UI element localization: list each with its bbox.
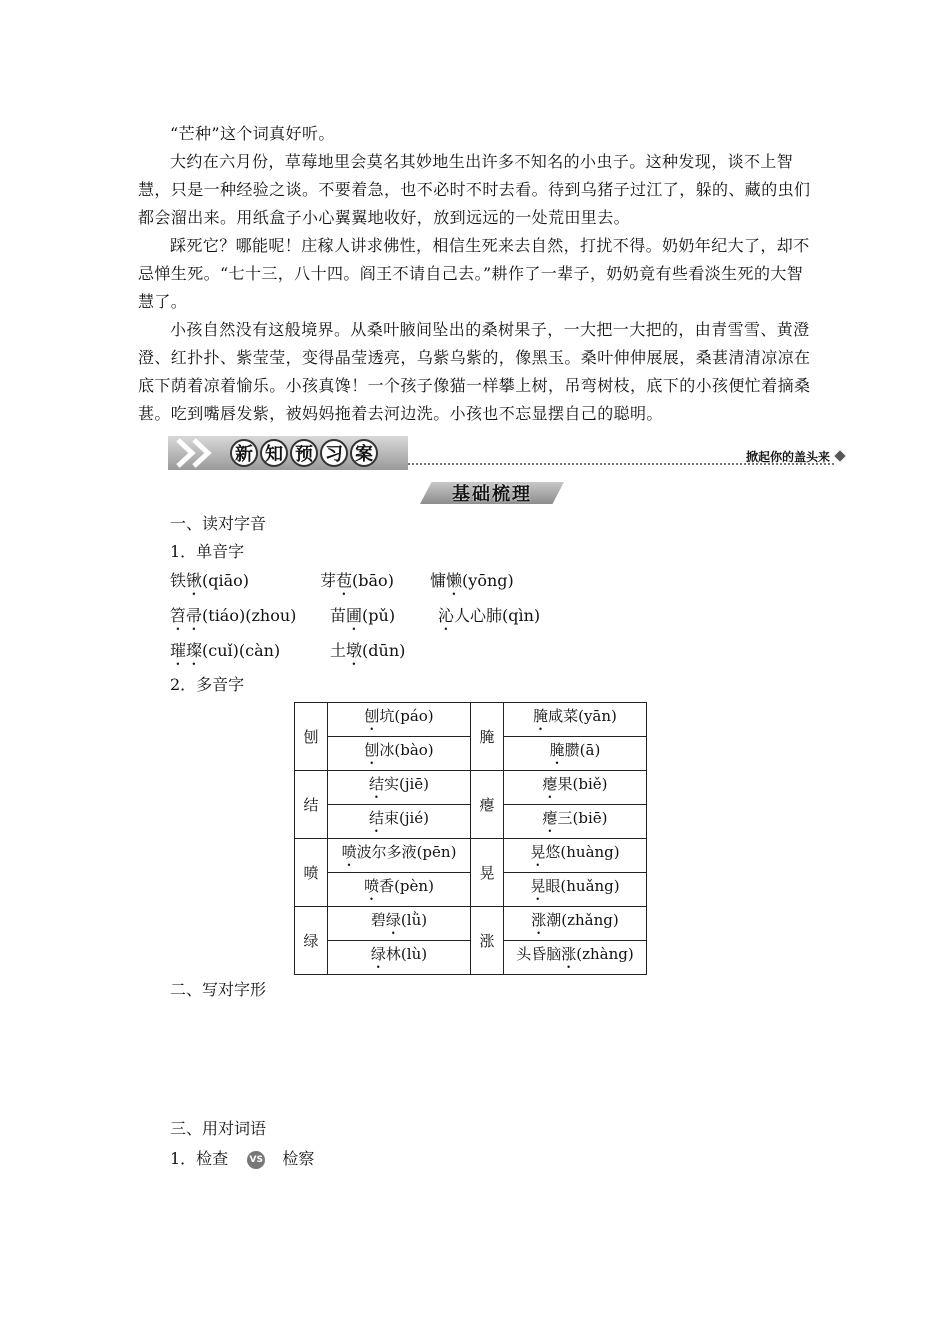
sub-banner	[420, 480, 564, 506]
polyphone-usage: 喷波尔多液(pēn)	[328, 839, 471, 873]
table-row	[295, 907, 647, 941]
table-row	[295, 771, 647, 805]
polyphone-char: 瘪	[471, 771, 504, 839]
polyphone-char: 腌	[471, 703, 504, 771]
passage-paragraph-4: 小孩自然没有这般境界。从桑叶腋间坠出的桑树果子，一大把一大把的，由青雪雪、黄澄澄、红扑扑、紫莹莹，变得晶莹透亮，乌紫乌紫的，像黑玉。桑叶伸伸展展，桑葚清清凉凉在底下荫着凉着愉乐。小孩真馋！一个孩子像猫一样攀上树，吊弯树枝，底下的小孩便忙着摘桑葚。吃到嘴唇发紫，被妈妈拖着去河边洗。小孩也不忘显摆自己的聪明。	[138, 320, 811, 423]
passage-paragraph-2: 大约在六月份，草莓地里会莫名其妙地生出许多不知名的小虫子。这种发现，谈不上智慧，只是一种经验之谈。不要着急，也不必时不时去看。待到乌猪子过江了，躲的、藏的虫们都会溜出来。用纸盒子小心翼翼地收好，放到远远的一处荒田里去。	[138, 152, 811, 227]
polyphone-usage: 结束(jié)	[328, 805, 471, 839]
polyphone-char: 喷	[295, 839, 328, 907]
word-item: 芽苞(bāo)	[320, 571, 394, 590]
word-item: 土墩(dūn)	[330, 641, 406, 660]
polyphone-usage: 刨坑(páo)	[328, 703, 471, 737]
banner-char: 习	[320, 439, 348, 467]
polyphone-char: 晃	[471, 839, 504, 907]
table-row	[295, 839, 647, 873]
banner-char: 预	[290, 439, 318, 467]
banner-right-text: 掀起你的盖头来	[745, 450, 830, 464]
word-item: 铁锹(qiāo)	[170, 571, 250, 590]
word-left: 1．检查	[170, 1149, 229, 1168]
polyphone-usage: 腌臜(ā)	[504, 737, 647, 771]
polyphone-table	[294, 702, 647, 975]
passage-paragraph-1: “芒种”这个词真好听。	[170, 124, 335, 143]
polyphone-usage: 碧绿(lǜ)	[328, 907, 471, 941]
polyphone-char: 刨	[295, 703, 328, 771]
section-3-title: 三、用对词语	[170, 1119, 267, 1138]
section-2-title: 二、写对字形	[170, 980, 267, 999]
word-item: 璀璨(cuǐ)(càn)	[170, 641, 281, 660]
word-compare	[170, 1148, 314, 1170]
sub-banner-title: 基础梳理	[452, 484, 532, 505]
word-item: 苗圃(pǔ)	[330, 606, 396, 625]
polyphone-usage: 晃眼(huǎng)	[504, 873, 647, 907]
polyphone-usage: 瘪三(biē)	[504, 805, 647, 839]
polyphone-usage: 晃悠(huàng)	[504, 839, 647, 873]
word-item: 慵懒(yōng)	[430, 571, 514, 590]
polyphone-usage: 头昏脑涨(zhàng)	[504, 941, 647, 975]
double-chevron-icon	[174, 438, 226, 468]
word-right: 检察	[282, 1149, 315, 1168]
diamond-icon	[834, 450, 845, 461]
subsection-multi-sound: 2．多音字	[170, 675, 245, 694]
word-item: 笤帚(tiáo)(zhou)	[170, 606, 297, 625]
polyphone-usage: 刨冰(bào)	[328, 737, 471, 771]
section-1-title: 一、读对字音	[170, 514, 267, 533]
section-banner	[168, 436, 844, 472]
polyphone-usage: 涨潮(zhǎng)	[504, 907, 647, 941]
polyphone-usage: 瘪果(biě)	[504, 771, 647, 805]
banner-title	[230, 439, 378, 467]
banner-char: 案	[350, 439, 378, 467]
polyphone-char: 结	[295, 771, 328, 839]
polyphone-usage: 绿林(lù)	[328, 941, 471, 975]
word-item: 沁人心肺(qìn)	[438, 606, 541, 625]
polyphone-usage: 结实(jiē)	[328, 771, 471, 805]
table-row	[295, 703, 647, 737]
passage-paragraph-3: 踩死它？哪能呢！庄稼人讲求佛性，相信生死来去自然，打扰不得。奶奶年纪大了，却不忌惮生死。“七十三，八十四。阎王不请自己去。”耕作了一辈子，奶奶竟有些看淡生死的大智慧了。	[138, 236, 810, 311]
polyphone-usage: 喷香(pèn)	[328, 873, 471, 907]
banner-char: 新	[230, 439, 258, 467]
subsection-single-sound: 1．单音字	[170, 542, 245, 561]
polyphone-char: 绿	[295, 907, 328, 975]
vs-icon: VS	[247, 1151, 265, 1169]
polyphone-usage: 腌咸菜(yān)	[504, 703, 647, 737]
polyphone-char: 涨	[471, 907, 504, 975]
banner-char: 知	[260, 439, 288, 467]
